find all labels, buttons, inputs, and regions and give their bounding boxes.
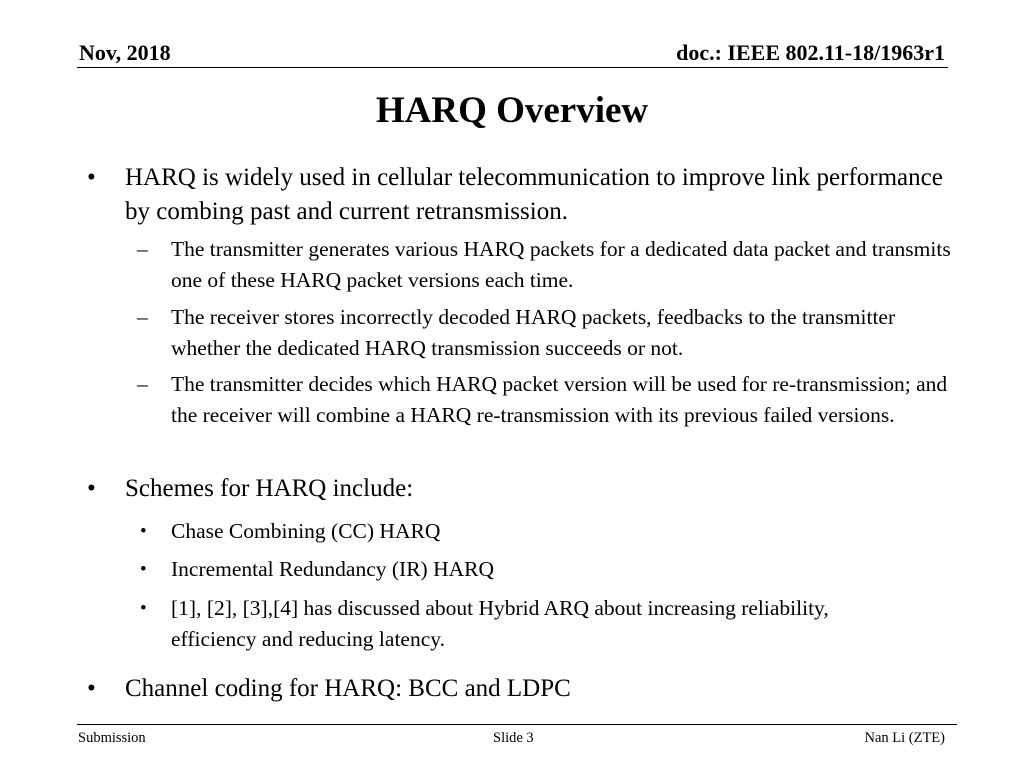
bullet-marker: • bbox=[87, 675, 96, 702]
footer-submission: Submission bbox=[78, 730, 146, 746]
sub-bullet-text: The receiver stores incorrectly decoded HARQ packets, feedbacks to the transmitter whether the dedicated HARQ transmission succeeds or not. bbox=[171, 305, 896, 360]
bullet-marker: • bbox=[140, 598, 147, 619]
bullet-text: HARQ is widely used in cellular telecommunication to improve link performance by combing past and current retransmission. bbox=[125, 164, 943, 225]
slide-title: HARQ Overview bbox=[375, 90, 649, 131]
dash-marker: – bbox=[137, 305, 148, 329]
sub-bullet-item bbox=[137, 369, 951, 431]
bullet-marker: • bbox=[87, 475, 96, 502]
footer-author: Nan Li (ZTE) bbox=[864, 730, 945, 746]
sub-bullet-item bbox=[140, 516, 951, 547]
bullet-marker: • bbox=[140, 521, 147, 542]
sub-bullet-text: Chase Combining (CC) HARQ bbox=[171, 519, 441, 543]
bullet-marker: • bbox=[140, 559, 147, 580]
sub-bullet-text: The transmitter generates various HARQ packets for a dedicated data packet and transmits one of these HARQ packet versions each time. bbox=[171, 237, 951, 292]
sub-bullet-item bbox=[140, 593, 871, 655]
sub-bullet-item bbox=[137, 234, 951, 296]
header-doc-number: doc.: IEEE 802.11-18/1963r1 bbox=[676, 40, 945, 65]
sub-bullet-text: [1], [2], [3],[4] has discussed about Hybrid ARQ about increasing reliability, efficiency and reducing latency. bbox=[171, 596, 829, 651]
dash-marker: – bbox=[137, 372, 148, 396]
bullet-text: Schemes for HARQ include: bbox=[125, 475, 414, 502]
bullet-item bbox=[87, 161, 945, 229]
sub-bullet-text: Incremental Redundancy (IR) HARQ bbox=[171, 557, 494, 581]
sub-bullet-text: The transmitter decides which HARQ packet version will be used for re-transmission; and the receiver will combine a HARQ re-transmission with its previous failed versions. bbox=[171, 372, 948, 427]
sub-bullet-item bbox=[137, 302, 951, 364]
footer-divider bbox=[77, 724, 957, 725]
bullet-item bbox=[87, 672, 945, 706]
dash-marker: – bbox=[137, 237, 148, 261]
bullet-marker: • bbox=[87, 164, 96, 191]
bullet-text: Channel coding for HARQ: BCC and LDPC bbox=[125, 675, 571, 702]
footer-slide-number: Slide 3 bbox=[493, 730, 534, 746]
sub-bullet-item bbox=[140, 554, 951, 585]
header-date: Nov, 2018 bbox=[79, 40, 171, 65]
bullet-item bbox=[87, 472, 945, 506]
